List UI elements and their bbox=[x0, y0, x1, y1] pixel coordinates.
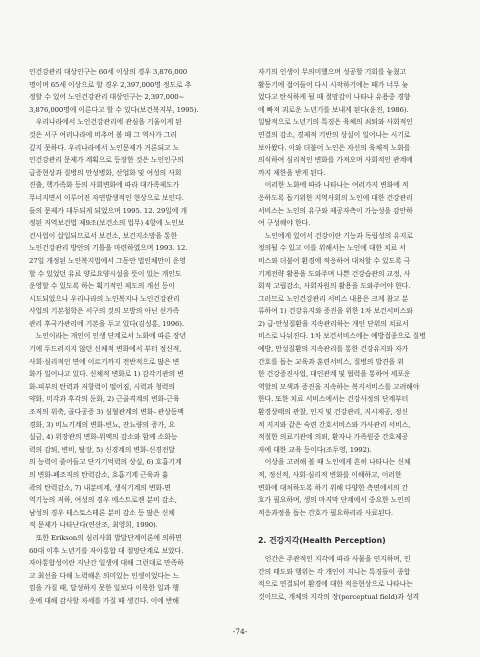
text-line: 예방, 만성질환의 지속관리를 통한 건강유지와 자가 bbox=[258, 345, 409, 354]
text-line: 의 능력이 줄어들고 단기기억력의 상실, 6) 호흡기계 bbox=[29, 458, 182, 467]
text-line: 건사업이 삽입되므로서 보건소, 보건지소망을 통한 bbox=[29, 231, 178, 240]
text-line: 2) 급·만성질환을 지속관리하는 개인 단위의 치료서 bbox=[258, 319, 409, 328]
text-line: 또한 Erikson의 심리사회 발달단계이론에 의하면 bbox=[29, 533, 182, 542]
text-line: 깊지 못하다. 우리나라에서 노인문제가 거론되고 노 bbox=[29, 143, 180, 152]
text-line: 정할 수 있어 노인건강관리 대상인구는 2,397,000~ bbox=[29, 93, 185, 102]
text-line: 조직의 위축, 골다공증 3) 심혈관계의 변화- 관상동맥 bbox=[29, 408, 184, 417]
text-line: 비스와 더불어 환경에 적응하여 대처할 수 있도록 극 bbox=[258, 256, 411, 265]
text-line: 적 문제가 나타난다(연산조, 최영희, 1990). bbox=[29, 521, 158, 530]
text-line: 기계전략 활용을 도와주며 나쁜 건강습관의 교정, 사 bbox=[258, 269, 411, 278]
text-line: 역기능의 저하, 여성의 경우 에스트로젠 분비 감소, bbox=[29, 496, 177, 505]
text-line: 실금, 4) 위장관의 변화-위액의 감소와 함께 소화능 bbox=[29, 433, 178, 442]
text-line: 보아왔다. 이와 더불어 노인은 자신의 육체적 노화를 bbox=[258, 143, 411, 152]
text-line: 할 수 있었던 유료 양로요양시설을 뜻이 있는 개인도 bbox=[29, 269, 182, 278]
left-text-column bbox=[29, 66, 237, 608]
text-line: 60대 이후 노년기를 자아통합 대 절망단계로 보았다. bbox=[29, 546, 184, 555]
text-line: 호가 필요하며, 생의 마지막 단계에서 중요한 노인의 bbox=[258, 496, 411, 505]
text-line: 자에 대한 교육 등이다(조두영, 1992). bbox=[258, 445, 372, 454]
text-line: 기에 두드러지지 않던 신체적 변화에서 부터 정신적, bbox=[29, 345, 182, 354]
text-line: 인건강관리 문제가 계획으로 등장한 것은 노인인구의 bbox=[29, 156, 184, 165]
text-line: 무너지면서 이루어진 자연발생적인 현상으로 보인다. bbox=[29, 193, 184, 202]
text-line: 적으로 연결되어 환경에 대한 적응현상으로 나타나는 bbox=[258, 580, 413, 589]
text-line: 화가 일어나고 있다. 신체적 변화로 1) 감각기관의 변 bbox=[29, 370, 184, 379]
text-line: 정된 지역보건법 제9조(보건소의 업무) 4항에 노인보 bbox=[29, 219, 185, 228]
text-line: 적, 정신적, 사회·심리적 변화를 이해하고, 이러한 bbox=[258, 471, 402, 479]
text-line: 비스로 나뉘진다. 1차 보건서비스에는 예방접종으로 질병 bbox=[258, 332, 426, 341]
text-line: 진출, 핵가족화 등의 사회변화에 따라 대가족제도가 bbox=[29, 181, 180, 190]
text-line: 자기의 인생이 무의미했으며 성공할 기회를 놓쳤고 bbox=[258, 68, 407, 76]
text-line: 역할의 모색과 증진을 지속하는 복지서비스를 고려해야 bbox=[258, 382, 420, 391]
text-line: 환경상태의 관찰, 인지 및 건강관리, 지시제공, 정신 bbox=[258, 408, 408, 417]
text-line: 경화, 3) 비뇨기계의 변화-빈뇨, 잔뇨량의 증가, 요 bbox=[29, 420, 175, 429]
text-line: 우리나라에서 노인건강관리에 관심을 기울이게 된 bbox=[29, 118, 182, 127]
text-line: 에 빠져 괴로운 노년기를 보내게 된다(윤진, 1986). bbox=[258, 105, 409, 114]
text-line: 일탈적으로 노년기의 특징은 육체의 쇠퇴와 사회적인 bbox=[258, 118, 413, 127]
right-text-column bbox=[258, 66, 466, 603]
page-number: -74- bbox=[232, 627, 248, 636]
text-line: 낌을 가질 때, 달성하지 못한 일보다 이룩한 일과 행 bbox=[29, 584, 179, 593]
text-line: 것은 서구 여러나라에 비추어 볼 때 그 역사가 그리 bbox=[29, 130, 177, 139]
text-line: 간호를 돕는 교육과 훈련서비스, 질병의 발견을 위 bbox=[258, 357, 404, 366]
text-line: 회적 고립감소, 사회자원의 활용을 도와주어야 한다. bbox=[258, 282, 411, 291]
text-line: 고 최선을 다해 노력해온 의미있는 인생이었다는 느 bbox=[29, 571, 180, 580]
text-line: 여 구성해야 한다. bbox=[258, 219, 311, 228]
text-line: 그러므로 노인건강관리 서비스 내용은 크게 참고 분 bbox=[258, 294, 409, 303]
text-line: 남성의 경우 테스토스테론 분비 감소 등 많은 신체 bbox=[29, 508, 175, 517]
text-line: 약화, 미각과 후각의 둔화, 2) 근골격계의 변화-근육 bbox=[29, 395, 180, 404]
text-line: 이러한 노화에 따라 나타나는 여러가지 변화에 적 bbox=[258, 181, 409, 190]
text-line: 인건강관리 대상인구는 60세 이상의 경우 3,876,000 bbox=[29, 68, 188, 76]
text-line: 한 건강증진사업, 대인관계 및 협력을 통하여 세포운 bbox=[258, 370, 411, 379]
right-column-paragraphs bbox=[258, 66, 466, 519]
text-line: 것이므로, 개체의 지각의 장(perceptual field)과 성격 bbox=[258, 592, 420, 601]
text-line: 연결의 감소, 경제적 기반의 상실이 일어나는 시기로 bbox=[258, 130, 411, 139]
text-line: 운에 대해 감사할 자세를 가질 때 생긴다. 이에 반해 bbox=[29, 596, 179, 605]
text-line: 시도되었으나 우리나라의 노인복지나 노인건강관리 bbox=[29, 294, 180, 303]
text-line: 력의 감퇴, 변비, 탈장, 5) 신경계의 변화-신경전달 bbox=[29, 445, 175, 454]
paragraph-spacer bbox=[258, 519, 466, 532]
text-line: 노인에게 있어서 건강이란 기능과 독립성의 유지로 bbox=[258, 231, 413, 240]
section-paragraph bbox=[258, 553, 466, 603]
text-line: 관리 후국가관리에 기본을 두고 있다(김성홍, 1996). bbox=[29, 319, 184, 328]
text-line: 곽의 탄력감소, 7) 내분비계, 생식기계의 변화-면 bbox=[29, 483, 171, 492]
text-line: 인간은 주관적인 지각에 따라 사물을 인지하며, 인 bbox=[258, 554, 411, 563]
text-line: 자아통합성이란 지난간 일생에 대해 그런대로 만족하 bbox=[29, 559, 184, 568]
text-line: 류하여 1) 건강유지와 증진을 위한 1차 보건서비스와 bbox=[258, 307, 413, 316]
text-line: 노인이라는 개인이 인생 단계로서 노화에 따른 장년 bbox=[29, 332, 187, 341]
text-line: 간의 태도와 행위는 각 개인이 지니는 특징들이 종합 bbox=[258, 567, 411, 576]
text-line: 운영할 수 있도록 하는 획기적인 제도의 개선 등이 bbox=[29, 282, 175, 291]
section-heading: 2. 건강지각(Health Perception) bbox=[258, 535, 386, 545]
text-line: 적 지지와 같은 숙련 간호서비스와 가사관리 서비스, bbox=[258, 420, 411, 429]
text-line: 사회·심리적인 면에 이르기까지 전반적으로 많은 변 bbox=[29, 357, 180, 366]
text-line: 활동기에 접어들어 다시 시작하기에는 때가 너무 늦 bbox=[258, 80, 409, 89]
text-line: 화-피부의 탄력과 저항력이 떨어짐, 시력과 청력의 bbox=[29, 382, 175, 391]
text-line: 사업의 기본철학은 서구의 것의 모방의 아닌 선가족 bbox=[29, 307, 180, 316]
text-line: 의식하여 심리적인 변화를 가져오며 사회적인 관계에 bbox=[258, 156, 413, 165]
text-line: 3,876,000명에 이른다고 할 수 있다(보건복지부, 1995). bbox=[29, 105, 199, 114]
text-line: 들의 문제가 대두되게 되었으며 1995. 12. 29일에 개 bbox=[29, 206, 187, 215]
text-line: 적절한 의료기관에 의뢰, 환자나 가족원중 간호제공 bbox=[258, 433, 409, 442]
text-line: 적응과정을 돕는 간호가 필요하리라 사료된다. bbox=[258, 508, 394, 517]
text-line: 정의될 수 있고 이를 위해서는 노인에 대한 치료 서 bbox=[258, 244, 406, 253]
text-line: 노인건강관리 방안의 기틀을 마련하였으며 1993. 12. bbox=[29, 244, 188, 253]
text-line: 급증현상과 질병의 만성병화, 산업화 및 여성의 사회 bbox=[29, 168, 182, 177]
text-line: 까지 제한을 받게 된다. bbox=[258, 168, 326, 177]
text-line: 서비스는 노인의 유구와 제공자측이 가능성을 감안하 bbox=[258, 206, 413, 215]
text-line: 27일 개정된 노인복지법에서 그동안 법인체만이 운영 bbox=[29, 256, 186, 265]
text-line: 명이며 65세 이상으로 할 경우 2,397,000명 정도로 추 bbox=[29, 80, 192, 89]
text-line: 응하도록 돕기위한 지역사회의 노인에 대한 건강관리 bbox=[258, 193, 413, 202]
text-line: 변화에 대처하도록 하기 위해 다양한 측면에서의 간 bbox=[258, 483, 409, 492]
text-line: 의 변화-폐조직의 탄력감소, 호흡기계 근육과 흉 bbox=[29, 471, 169, 479]
text-line: 이상을 고려해 볼 때 노인에게 흔히 나타나는 신체 bbox=[258, 458, 411, 467]
text-line: 한다. 또한 치료 서비스에서는 건강사정의 단계부터 bbox=[258, 395, 409, 404]
text-line: 었다고 탄식하게 될 때 절망감이 나타나 유용중 경향 bbox=[258, 93, 411, 102]
